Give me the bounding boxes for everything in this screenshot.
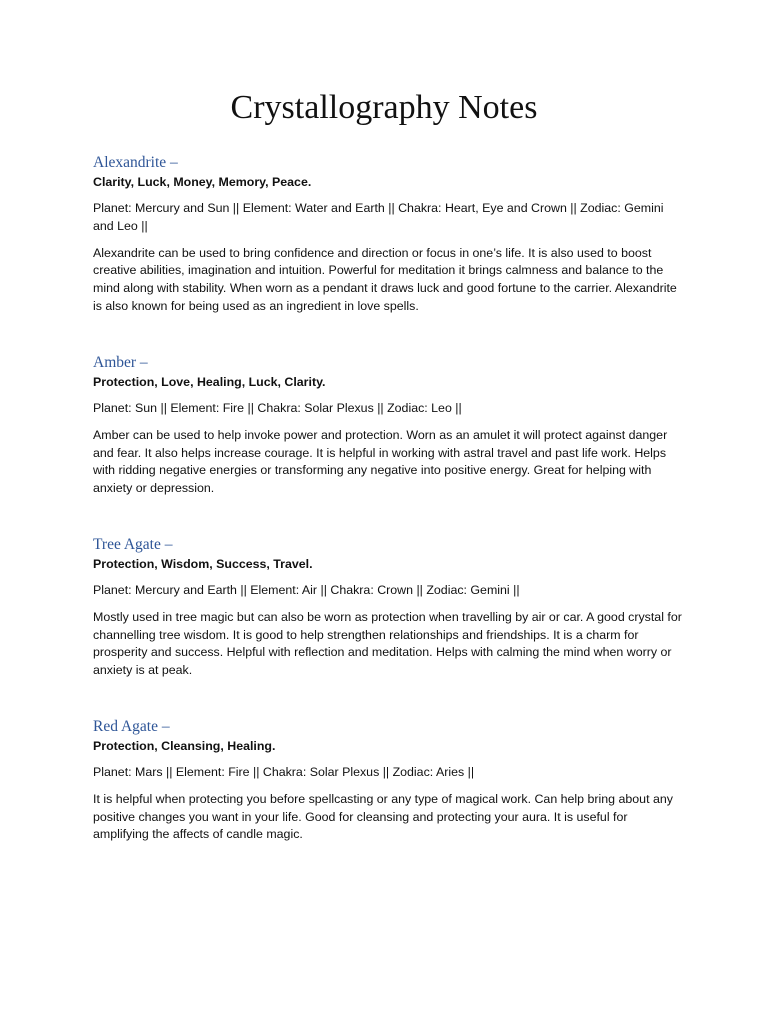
entry-heading: Alexandrite – — [93, 154, 178, 171]
crystal-entry-red-agate — [93, 717, 683, 844]
entry-heading: Red Agate – — [93, 718, 170, 735]
entry-description: Alexandrite can be used to bring confidence and direction or focus in one’s life. It is also used to boost creative abilities, imagination and intuition. Powerful for meditation it brings calmness and balance to the mind along with stability. When worn as a pendant it draws luck and good fortune to the carrier. Alexandrite is also known for being used as an ingredient in love spells. — [93, 245, 677, 313]
entry-attributes: Planet: Mercury and Earth || Element: Air || Chakra: Crown || Zodiac: Gemini || — [93, 583, 520, 597]
entry-heading: Tree Agate – — [93, 536, 173, 553]
entry-keywords: Protection, Wisdom, Success, Travel. — [93, 557, 313, 571]
entry-attributes: Planet: Mercury and Sun || Element: Water and Earth || Chakra: Heart, Eye and Crown || Zodiac: Gemini and Leo || — [93, 201, 664, 233]
entry-heading: Amber – — [93, 354, 148, 371]
crystal-entry-amber — [93, 353, 683, 498]
entry-description: Mostly used in tree magic but can also be worn as protection when travelling by air or car. A good crystal for channelling tree wisdom. It is good to help strengthen relationships and friendships. It is a charm for prosperity and success. Helpful with reflection and meditation. Helps with calming the mind when worry or anxiety is at peak. — [93, 609, 682, 678]
crystal-entry-tree-agate — [93, 535, 683, 680]
entry-attributes: Planet: Sun || Element: Fire || Chakra: Solar Plexus || Zodiac: Leo || — [93, 401, 462, 415]
crystal-entry-alexandrite — [93, 153, 683, 316]
entry-description: It is helpful when protecting you before spellcasting or any type of magical work. Can help bring about any positive changes you want in your life. Good for cleansing and protecting your aura. It is useful for amplifying the affects of candle magic. — [93, 791, 673, 842]
entry-attributes: Planet: Mars || Element: Fire || Chakra: Solar Plexus || Zodiac: Aries || — [93, 765, 475, 779]
entry-description: Amber can be used to help invoke power and protection. Worn as an amulet it will protect against danger and fear. It also helps increase courage. It is helpful in working with astral travel and past life work. Helps with ridding negative energies or transforming any negative into positive energy. Great for helping with anxiety or depression. — [93, 427, 668, 496]
entry-keywords: Clarity, Luck, Money, Memory, Peace. — [93, 175, 312, 189]
entry-keywords: Protection, Cleansing, Healing. — [93, 739, 276, 753]
page-title: Crystallography Notes — [230, 89, 538, 126]
entry-keywords: Protection, Love, Healing, Luck, Clarity. — [93, 375, 326, 389]
